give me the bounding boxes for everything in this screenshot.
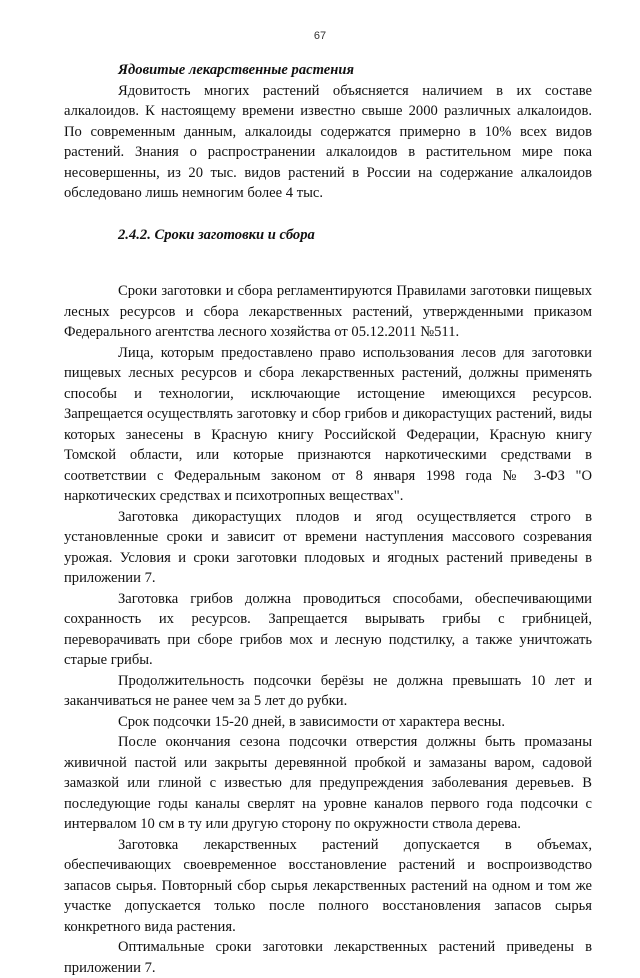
paragraph: После окончания сезона подсочки отверстия должны быть промазаны живичной пастой или закрыты деревянной пробкой и замазаны варом, садовой замазкой или глиной с известью для предупреждения заболевания деревьев. В последующие годы каналы сверлят на уровне каналов первого года подсочки с интервалом 10 см в ту или другую сторону по окружности ствола дерева. [64,734,592,832]
section-heading-poisonous-plants: Ядовитые лекарственные растения [118,62,354,78]
paragraph: Лица, которым предоставлено право использования лесов для заготовки пищевых лесных ресурсов и сбора лекарственных растений, должны применять способы и технологии, исключающие истощение имеющихся ресурсов. Запрещается осуществлять заготовку и сбор грибов и дикорастущих растений, виды которых занесены в Красную книгу Российской Федерации, Красную книгу Томской области, или которые признаются наркотическими средствами в соответствии с Федеральным законом от 8 января 1998 года № 3-ФЗ "О наркотических средствах и психотропных веществах". [64,344,592,504]
paragraph: Продолжительность подсочки берёзы не должна превышать 10 лет и заканчиваться не ранее чем за 5 лет до рубки. [64,672,592,709]
page-number: 67 [313,30,327,42]
paragraph: Заготовка грибов должна проводиться способами, обеспечивающими сохранность их ресурсов. Запрещается вырывать грибы с грибницей, переворачивать при сборе грибов мох и лесную подстилку, а также уничтожать старые грибы. [64,590,592,668]
spacer [64,265,592,281]
paragraph: Заготовка дикорастущих плодов и ягод осуществляется строго в установленные сроки и зависит от времени наступления массового созревания урожая. Условия и сроки заготовки плодовых и ягодных растений приведены в приложении 7. [64,508,592,586]
paragraph: Ядовитость многих растений объясняется наличием в их составе алкалоидов. К настоящему времени известно свыше 2000 различных алкалоидов. По современным данным, алкалоиды содержатся примерно в 10% всех видов растений. Знания о распространении алкалоидов в растительном мире пока несовершенны, из 20 тыс. видов растений в России на содержание алкалоидов обследовано лишь немногим более 4 тыс. [64,82,592,201]
paragraph: Заготовка лекарственных растений допускается в объемах, обеспечивающих своевременное восстановление растений и воспроизводство запасов сырья. Повторный сбор сырья лекарственных растений на одном и том же участке допускается только после полного восстановления запасов сырья конкретного вида растения. [64,836,592,935]
paragraph: Сроки заготовки и сбора регламентируются Правилами заготовки пищевых лесных ресурсов и сбора лекарственных растений, утвержденными приказом Федерального агентства лесного хозяйства от 05.12.2011 №511. [64,283,592,340]
section-heading-harvest-terms: 2.4.2. Сроки заготовки и сбора [118,226,315,243]
paragraph: Срок подсочки 15-20 дней, в зависимости от характера весны. [118,713,506,730]
page-body [64,60,592,978]
paragraph: Оптимальные сроки заготовки лекарственных растений приведены в приложении 7. [64,939,592,976]
